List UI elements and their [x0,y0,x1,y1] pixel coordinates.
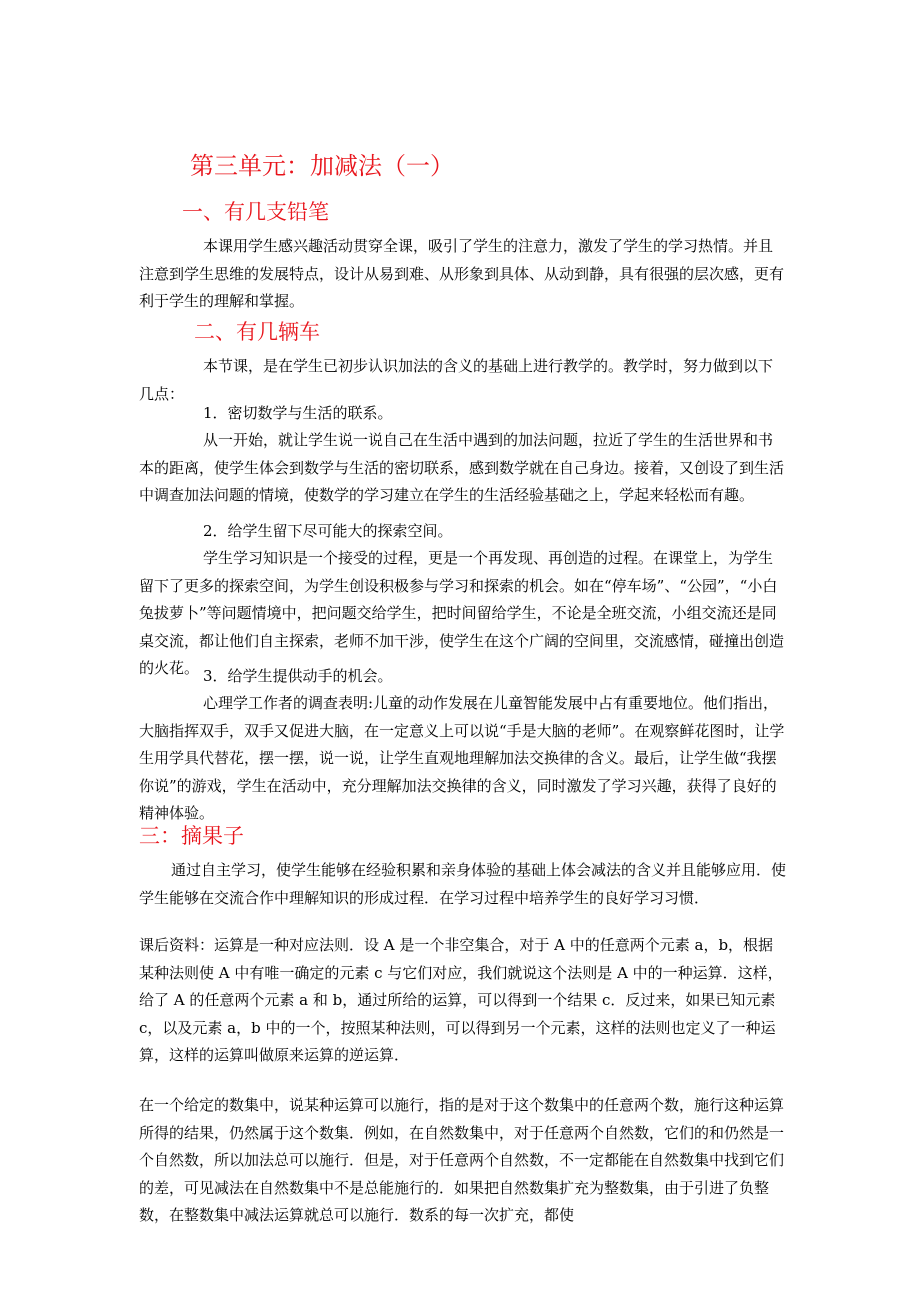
point2-body: 学生学习知识是一个接受的过程，更是一个再发现、再创造的过程。在课堂上，为学生留下了更多的探索空间，为学生创设积极参与学习和探索的机会。如在“停车场”、“公园”，“小白兔拔萝卜”等问题情境中，把问题交给学生，把时间留给学生，不论是全班交流，小组交流还是同桌交流，都让他们自主探索，老师不加干涉，使学生在这个广阔的空间里，交流感情，碰撞出创造的火花。 [139,549,785,677]
section-heading-3: 三：摘果子 [139,824,244,848]
page-title: 第三单元：加减法（一） [190,152,454,180]
section2-intro: 本节课，是在学生已初步认识加法的含义的基础上进行教学的。教学时，努力做到以下几点： [139,357,774,403]
point2-title: 2．给学生留下尽可能大的探索空间。 [203,522,453,540]
section3-paragraph-3: 在一个给定的数集中，说某种运算可以施行，指的是对于这个数集中的任意两个数，施行这种运算所得的结果，仍然属于这个数集．例如，在自然数集中，对于任意两个自然数，它们的和仍然是一个自然数，所以加法总可以施行．但是，对于任意两个自然数，不一定都能在自然数集中找到它们的差，可见减法在自然数集中不是总能施行的．如果把自然数集扩充为整数集，由于引进了负整数，在整数集中减法运算就总可以施行．数系的每一次扩充，都使 [139,1096,785,1224]
section1-paragraph: 本课用学生感兴趣活动贯穿全课，吸引了学生的注意力，激发了学生的学习热情。并且注意到学生思维的发展特点，设计从易到难、从形象到具体、从动到静，具有很强的层次感，更有利于学生的理解和掌握。 [139,237,785,310]
section-heading-1: 一、有几支铅笔 [182,200,329,224]
point3-title: 3．给学生提供动手的机会。 [203,667,393,685]
section-heading-2: 二、有几辆车 [194,320,320,344]
point3-body: 心理学工作者的调查表明:儿童的动作发展在儿童智能发展中占有重要地位。他们指出，大脑指挥双手，双手又促进大脑，在一定意义上可以说“手是大脑的老师”。在观察鲜花图时，让学生用学具代替花，摆一摆，说一说，让学生直观地理解加法交换律的含义。最后，让学生做“我摆你说”的游戏，学生在活动中，充分理解加法交换律的含义，同时激发了学习兴趣，获得了良好的精神体验。 [139,694,785,822]
point1-title: 1．密切数学与生活的联系。 [203,404,393,422]
point1-body: 从一开始，就让学生说一说自己在生活中遇到的加法问题，拉近了学生的生活世界和书本的距离，使学生体会到数学与生活的密切联系，感到数学就在自己身边。接着，又创设了到生活中调查加法问题的情境，使数学的学习建立在学生的生活经验基础之上，学起来轻松而有趣。 [139,431,785,504]
section3-paragraph-2: 课后资料：运算是一种对应法则．设 A 是一个非空集合，对于 A 中的任意两个元素 a，b，根据某种法则使 A 中有唯一确定的元素 c 与它们对应，我们就说这个法则是 A 中的一种运算．这样，给了 A 的任意两个元素 a 和 b，通过所给的运算，可以得到一个结果 c．反过来，如果已知元素 c，以及元素 a，b 中的一个，按照某种法则，可以得到另一个元素，这样的法则也定义了一种运算，这样的运算叫做原来运算的逆运算． [139,936,783,1064]
section3-paragraph-1: 通过自主学习，使学生能够在经验积累和亲身体验的基础上体会减法的含义并且能够应用．使学生能够在交流合作中理解知识的形成过程．在学习过程中培养学生的良好学习习惯． [139,861,787,907]
